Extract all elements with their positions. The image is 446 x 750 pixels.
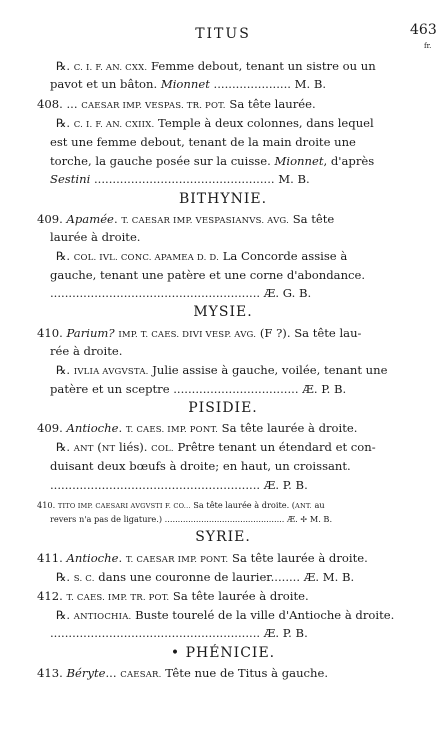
line-text: Prêtre tenant un étendard et con-	[173, 440, 376, 454]
catalogue-line	[37, 211, 334, 230]
legend-text: T. CAESAR IMP. PONT.	[125, 555, 229, 565]
italic-text: Mionnet	[274, 154, 324, 168]
line-text: .	[118, 421, 126, 435]
catalogue-line	[50, 625, 308, 642]
section-heading: MYSIE.	[193, 304, 253, 320]
line-text: Sa tête laurée à droite. (	[190, 500, 295, 510]
line-text: 409.	[37, 421, 67, 435]
section-heading: • PHÉNICIE.	[170, 645, 276, 661]
italic-text: Béryte	[66, 666, 106, 680]
line-text: (	[93, 440, 102, 454]
catalogue-line	[50, 511, 332, 528]
catalogue-line	[50, 458, 351, 475]
line-text: ...	[105, 666, 121, 680]
legend-text: T. CAES. IMP. PONT.	[125, 425, 218, 435]
line-text: rée à droite.	[50, 344, 123, 358]
line-text: Buste tourelé de la ville d'Antioche à droite.	[131, 608, 395, 622]
line-text: 413.	[37, 666, 67, 680]
line-text: 410.	[37, 500, 58, 510]
legend-text: IVLIA AVGVSTA.	[73, 367, 149, 377]
section-heading: SYRIE.	[195, 529, 251, 545]
catalogue-line	[56, 362, 387, 381]
line-text: La Concorde assise à	[219, 249, 348, 263]
line-text: 410.	[37, 326, 67, 340]
catalogue-line	[50, 477, 308, 494]
line-text: ℞.	[56, 440, 74, 454]
legend-text: T. CAESAR IMP. VESPASIANVS. AVG.	[121, 216, 290, 226]
catalogue-line	[50, 76, 326, 93]
catalogue-line	[56, 58, 376, 77]
line-text: ......................................................... Æ. P. B.	[50, 478, 308, 492]
catalogue-line	[50, 285, 311, 302]
line-text: (F ?). Sa tête lau-	[256, 326, 362, 340]
line-text: torche, la gauche posée sur la cuisse.	[50, 154, 275, 168]
legend-text: COL. IVL. CONC. APAMEA D. D.	[73, 253, 220, 263]
running-title: TITUS	[195, 26, 251, 42]
legend-text: T. CAES. IMP. TR. POT.	[66, 593, 170, 603]
legend-text: COL.	[151, 444, 174, 454]
legend-text: IMP. T. CAES. DIVI VESP. AVG.	[118, 330, 257, 340]
line-text: Sa tête laurée à droite.	[228, 551, 368, 565]
line-text: 408. ...	[37, 97, 82, 111]
legend-text: C. I. F. AN. CXIIX.	[73, 120, 155, 130]
line-text: Sa tête laurée à droite.	[218, 421, 358, 435]
legend-text: C. I. F. AN. CXX.	[73, 63, 148, 73]
catalogue-line	[37, 325, 361, 344]
line-text: laurée à droite.	[50, 230, 141, 244]
catalogue-line	[56, 569, 354, 588]
line-text: .	[118, 551, 126, 565]
line-text: duisant deux bœufs à droite; en haut, un croissant.	[50, 459, 351, 473]
legend-text: ANT.	[294, 502, 312, 510]
page-note: fr.	[424, 42, 432, 50]
line-text: pavot et un bâton.	[50, 77, 161, 91]
legend-text: CAESAR.	[120, 670, 162, 680]
catalogue-line	[56, 607, 394, 626]
line-text: liés).	[115, 440, 152, 454]
italic-text: Antioche	[66, 551, 119, 565]
legend-text: TITO IMP. CAESARI AVGVSTI F. CO...	[57, 502, 191, 510]
italic-text: Sestini	[50, 172, 91, 186]
catalogue-line	[50, 343, 122, 360]
line-text: Tête nue de Titus à gauche.	[161, 666, 329, 680]
italic-text: Antioche	[66, 421, 119, 435]
line-text: gauche, tenant une patère et une corne d'abondance.	[50, 268, 366, 282]
line-text: 411.	[37, 551, 67, 565]
italic-text: Parium?	[66, 326, 115, 340]
catalogue-line	[37, 588, 309, 607]
line-text: , d'après	[323, 154, 375, 168]
catalogue-line	[37, 96, 316, 115]
line-text: Sa tête	[289, 212, 335, 226]
line-text: ..................... M. B.	[209, 77, 327, 91]
line-text: Femme debout, tenant un sistre ou un	[147, 59, 376, 73]
line-text: ℞.	[56, 59, 74, 73]
section-heading: BITHYNIE.	[178, 191, 268, 207]
line-text: 412.	[37, 589, 67, 603]
line-text: patère et un sceptre .................................. Æ. P. B.	[50, 382, 347, 396]
catalogue-line	[56, 439, 376, 458]
catalogue-line	[56, 115, 374, 134]
catalogue-line	[50, 267, 365, 284]
legend-text: ANTIOCHIA.	[73, 612, 132, 622]
page-number: 463	[410, 22, 437, 38]
catalogue-line	[37, 550, 368, 569]
line-text: Sa tête laurée à droite.	[169, 589, 309, 603]
line-text: au	[311, 500, 325, 510]
line-text: ......................................................... Æ. P. B.	[50, 626, 308, 640]
catalogue-line	[56, 248, 347, 267]
catalogue-line	[50, 381, 346, 398]
line-text: revers n'a pas de ligature.) .............................................. Æ. ✢ M. B.	[50, 514, 333, 524]
italic-text: Mionnet	[160, 77, 210, 91]
section-heading: PISIDIE.	[188, 400, 258, 416]
italic-text: Apamée	[66, 212, 114, 226]
line-text: ℞.	[56, 570, 74, 584]
legend-text: ANT	[73, 444, 94, 454]
line-text: ℞.	[56, 116, 74, 130]
catalogue-line	[50, 153, 374, 170]
line-text: Julie assise à gauche, voilée, tenant une	[148, 363, 388, 377]
line-text: 409.	[37, 212, 67, 226]
line-text: ℞.	[56, 363, 74, 377]
catalogue-line	[50, 134, 356, 151]
line-text: ................................................. M. B.	[90, 172, 310, 186]
line-text: ......................................................... Æ. G. B.	[50, 286, 312, 300]
legend-text: S. C.	[73, 574, 95, 584]
legend-text: CAESAR IMP. VESPAS. TR. POT.	[81, 101, 226, 111]
legend-text: NT	[101, 444, 116, 454]
catalogue-line	[37, 420, 357, 439]
catalogue-line	[50, 171, 310, 188]
line-text: ℞.	[56, 249, 74, 263]
catalogue-line	[50, 229, 141, 246]
catalogue-line	[37, 665, 328, 684]
line-text: Temple à deux colonnes, dans lequel	[154, 116, 374, 130]
line-text: ℞.	[56, 608, 74, 622]
line-text: dans une couronne de laurier........ Æ. M. B.	[94, 570, 355, 584]
line-text: Sa tête laurée.	[225, 97, 316, 111]
line-text: est une femme debout, tenant de la main droite une	[50, 135, 356, 149]
line-text: .	[113, 212, 122, 226]
